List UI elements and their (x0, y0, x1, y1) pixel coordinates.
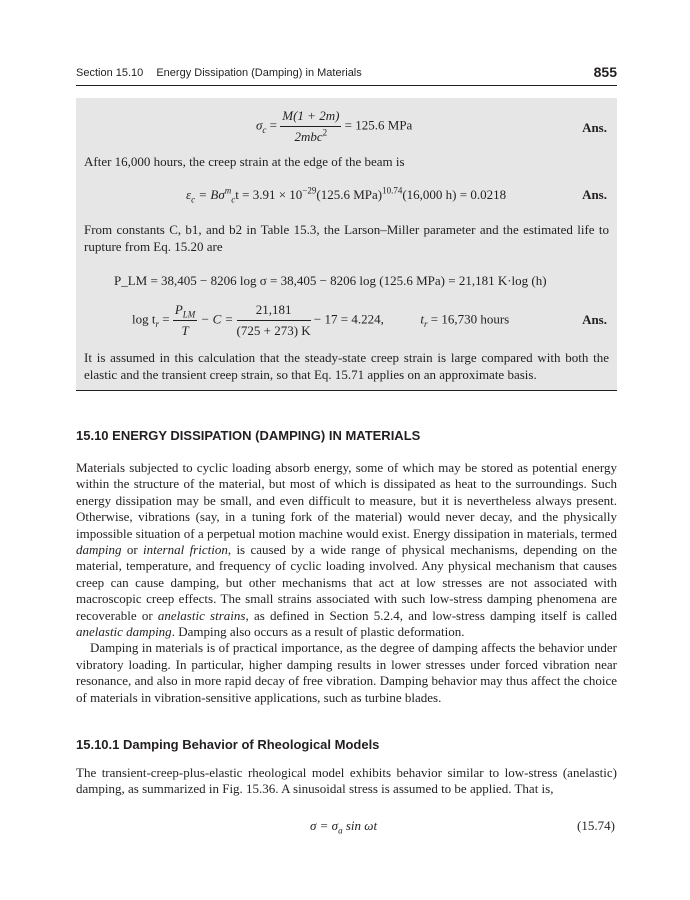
section-15-10-1-body (76, 765, 617, 798)
text-assumption: It is assumed in this calculation that the steady-state creep strain is large compared with both the elastic and the transient creep strain, so that Eq. 15.71 applies on an approximate basis. (84, 350, 609, 382)
text-after-hours: After 16,000 hours, the creep strain at the edge of the beam is (84, 154, 405, 169)
equation-epsilon-c: $\varepsilon_c = B\sigma^m_ct = 3.91 \times 10^{-29}(125.6$ MPa)$^{10.74}$(16,000 h) = 0.0218 (186, 185, 507, 205)
paragraph: The transient-creep-plus-elastic rheological model exhibits behavior similar to low-stress (anelastic) damping, as summarized in Fig. 15.36. A sinusoidal stress is assumed to be applied. That is, (76, 765, 617, 797)
equation-15-74: $\sigma = \sigma_a$ sin ωt (310, 818, 378, 836)
section-heading-15-10-1: 15.10.1 Damping Behavior of Rheological Models (76, 737, 380, 752)
section-15-10-body (76, 460, 617, 706)
section-heading-15-10: 15.10 ENERGY DISSIPATION (DAMPING) IN MATERIALS (76, 428, 421, 443)
answer-label-3: Ans. (582, 312, 607, 327)
answer-label-2: Ans. (582, 187, 607, 202)
equation-number-15-74: (15.74) (577, 818, 615, 833)
equation-log-tr: $\log t_r$ = $\frac{P_{LM}}{T}$ − C = $\frac{21,181}{(725 + 273) K}$ − 17 = 4.224, $t_r = 16,730$ hours (132, 302, 510, 338)
paragraph: Damping in materials is of practical importance, as the degree of damping affects the behavior under vibratory loading. In particular, higher damping results in lower stresses under forced vibration near resonance, and also in more rapid decay of free vibration. Damping behavior may thus affect the choice of materials in vibration-sensitive applications, such as turbine blades. (76, 640, 617, 705)
running-head-section-title: Energy Dissipation (Damping) in Materials (156, 67, 362, 79)
example-solution-box (76, 98, 617, 391)
answer-label-1: Ans. (582, 120, 607, 135)
paragraph: Materials subjected to cyclic loading absorb energy, some of which may be stored as potential energy within the structure of the material, but most of which is dissipated as heat to the surroundings. Such energy dissipation may be small, and even difficult to measure, but it is nevertheless always present. Otherwise, vibrations (say, in a tuning fork of the material) would never decay, and the physically impossible situation of a perpetual motion machine would exist. Energy dissipation in materials, termed damping or internal friction, is caused by a wide range of physical mechanisms, depending on the material, temperature, and frequency of cyclic loading involved. Any physical mechanism that causes creep can cause damping, but other mechanisms that act at low stresses are not associated with macroscopic creep effects. The small strains associated with such low-stress damping phenomena are recoverable or anelastic strains, as defined in Section 5.2.4, and low-stress damping itself is called anelastic damping. Damping also occurs as a result of plastic deformation. (76, 460, 617, 640)
page-number: 855 (593, 64, 617, 80)
equation-larson-miller: P_LM = 38,405 − 8206 log σ = 38,405 − 8206 log (125.6 MPa) = 21,181 K·log (h) (114, 273, 547, 288)
running-head-section-label: Section 15.10 (76, 67, 144, 79)
running-head (76, 64, 617, 86)
running-head-title (76, 67, 362, 79)
equation-sigma-c: $\sigma_c$ = $\frac{M(1 + 2m)}{2mbc^2}$ = 125.6 MPa (256, 108, 413, 144)
text-constants: From constants C, b1, and b2 in Table 15.3, the Larson–Miller parameter and the estimated life to rupture from Eq. 15.20 are (84, 222, 609, 254)
